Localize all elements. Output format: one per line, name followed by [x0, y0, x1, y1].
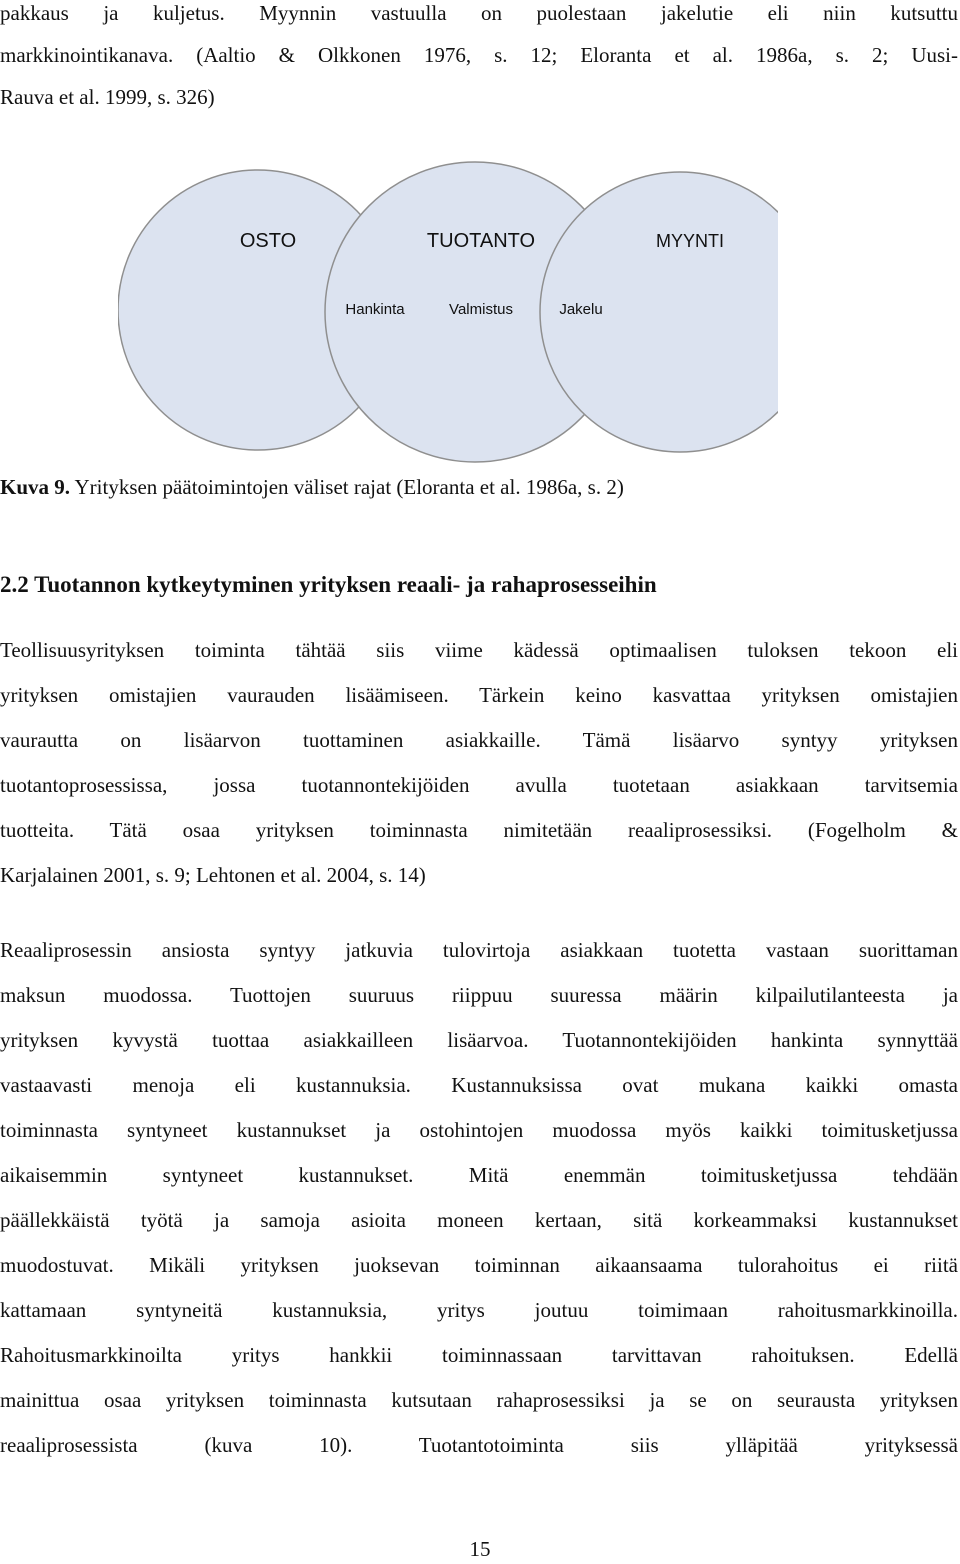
page-number: 15 — [469, 1537, 491, 1561]
valmistus-label: Valmistus — [449, 301, 513, 318]
paragraph-line: aikaisemmin syntyneet kustannukset. Mitä enemmän toimitusketjussa tehdään — [0, 1163, 958, 1187]
paragraph-line: toiminnasta syntyneet kustannukset ja ostohintojen muodossa myös kaikki toimitusketjussa — [0, 1118, 958, 1142]
paragraph-line: kattamaan syntyneitä kustannuksia, yritys joutuu toimimaan rahoitusmarkkinoilla. — [0, 1298, 958, 1322]
paragraph-line: tuotteita. Tätä osaa yrityksen toiminnasta nimitetään reaaliprosessiksi. (Fogelholm & — [0, 818, 958, 842]
paragraph-line: päällekkäistä työtä ja samoja asioita moneen kertaan, sitä korkeammaksi kustannukset — [0, 1208, 958, 1232]
section-heading: 2.2 Tuotannon kytkeytyminen yrityksen reaali- ja rahaprosesseihin — [0, 572, 657, 597]
paragraph-line: Karjalainen 2001, s. 9; Lehtonen et al. 2004, s. 14) — [0, 863, 426, 887]
paragraph-line: muodostuvat. Mikäli yrityksen juoksevan toiminnan aikaansaama tulorahoitus ei riitä — [0, 1253, 958, 1277]
myynti-label: MYYNTI — [655, 231, 725, 251]
body-paragraph-1 — [0, 628, 958, 898]
paragraph-line: reaaliprosessista (kuva 10). Tuotantotoiminta siis ylläpitää yrityksessä — [0, 1433, 958, 1457]
intro-line: markkinointikanava. (Aaltio & Olkkonen 1976, s. 12; Eloranta et al. 1986a, s. 2; Uusi- — [0, 43, 958, 67]
paragraph-line: vaurautta on lisäarvon tuottaminen asiakkaille. Tämä lisäarvo syntyy yrityksen — [0, 728, 958, 752]
paragraph-line: Rahoitusmarkkinoilta yritys hankkii toiminnassaan tarvittavan rahoituksen. Edellä — [0, 1343, 958, 1367]
body-paragraph-2 — [0, 928, 958, 1468]
intro-line: Rauva et al. 1999, s. 326) — [0, 85, 215, 109]
intro-line: pakkaus ja kuljetus. Myynnin vastuulla on puolestaan jakelutie eli niin kutsuttu — [0, 1, 958, 25]
paragraph-line: Reaaliprosessin ansiosta syntyy jatkuvia tulovirtoja asiakkaan tuotetta vastaan suorittaman — [0, 938, 958, 962]
venn-diagram — [118, 160, 778, 470]
hankinta-label: Hankinta — [345, 301, 405, 318]
paragraph-line: yrityksen kyvystä tuottaa asiakkailleen lisäarvoa. Tuotannontekijöiden hankinta synnyttää — [0, 1028, 958, 1052]
paragraph-line: Teollisuusyrityksen toiminta tähtää siis viime kädessä optimaalisen tuloksen tekoon eli — [0, 638, 958, 662]
paragraph-line: maksun muodossa. Tuottojen suuruus riippuu suuressa määrin kilpailutilanteesta ja — [0, 983, 958, 1007]
paragraph-line: tuotantoprosessissa, jossa tuotannontekijöiden avulla tuotetaan asiakkaan tarvitsemia — [0, 773, 958, 797]
tuotanto-label: TUOTANTO — [426, 230, 536, 252]
osto-label: OSTO — [239, 230, 297, 252]
paragraph-line: yrityksen omistajien vaurauden lisäämiseen. Tärkein keino kasvattaa yrityksen omistajien — [0, 683, 958, 707]
intro-paragraph — [0, 0, 958, 118]
jakelu-label: Jakelu — [559, 301, 603, 318]
caption-text: Yrityksen päätoimintojen väliset rajat (Eloranta et al. 1986a, s. 2) — [70, 475, 624, 499]
paragraph-line: mainittua osaa yrityksen toiminnasta kutsutaan rahaprosessiksi ja se on seurausta yrityksen — [0, 1388, 958, 1412]
caption-label: Kuva 9. — [0, 475, 71, 499]
figure-caption — [0, 472, 624, 502]
paragraph-line: vastaavasti menoja eli kustannuksia. Kustannuksissa ovat mukana kaikki omasta — [0, 1073, 958, 1097]
